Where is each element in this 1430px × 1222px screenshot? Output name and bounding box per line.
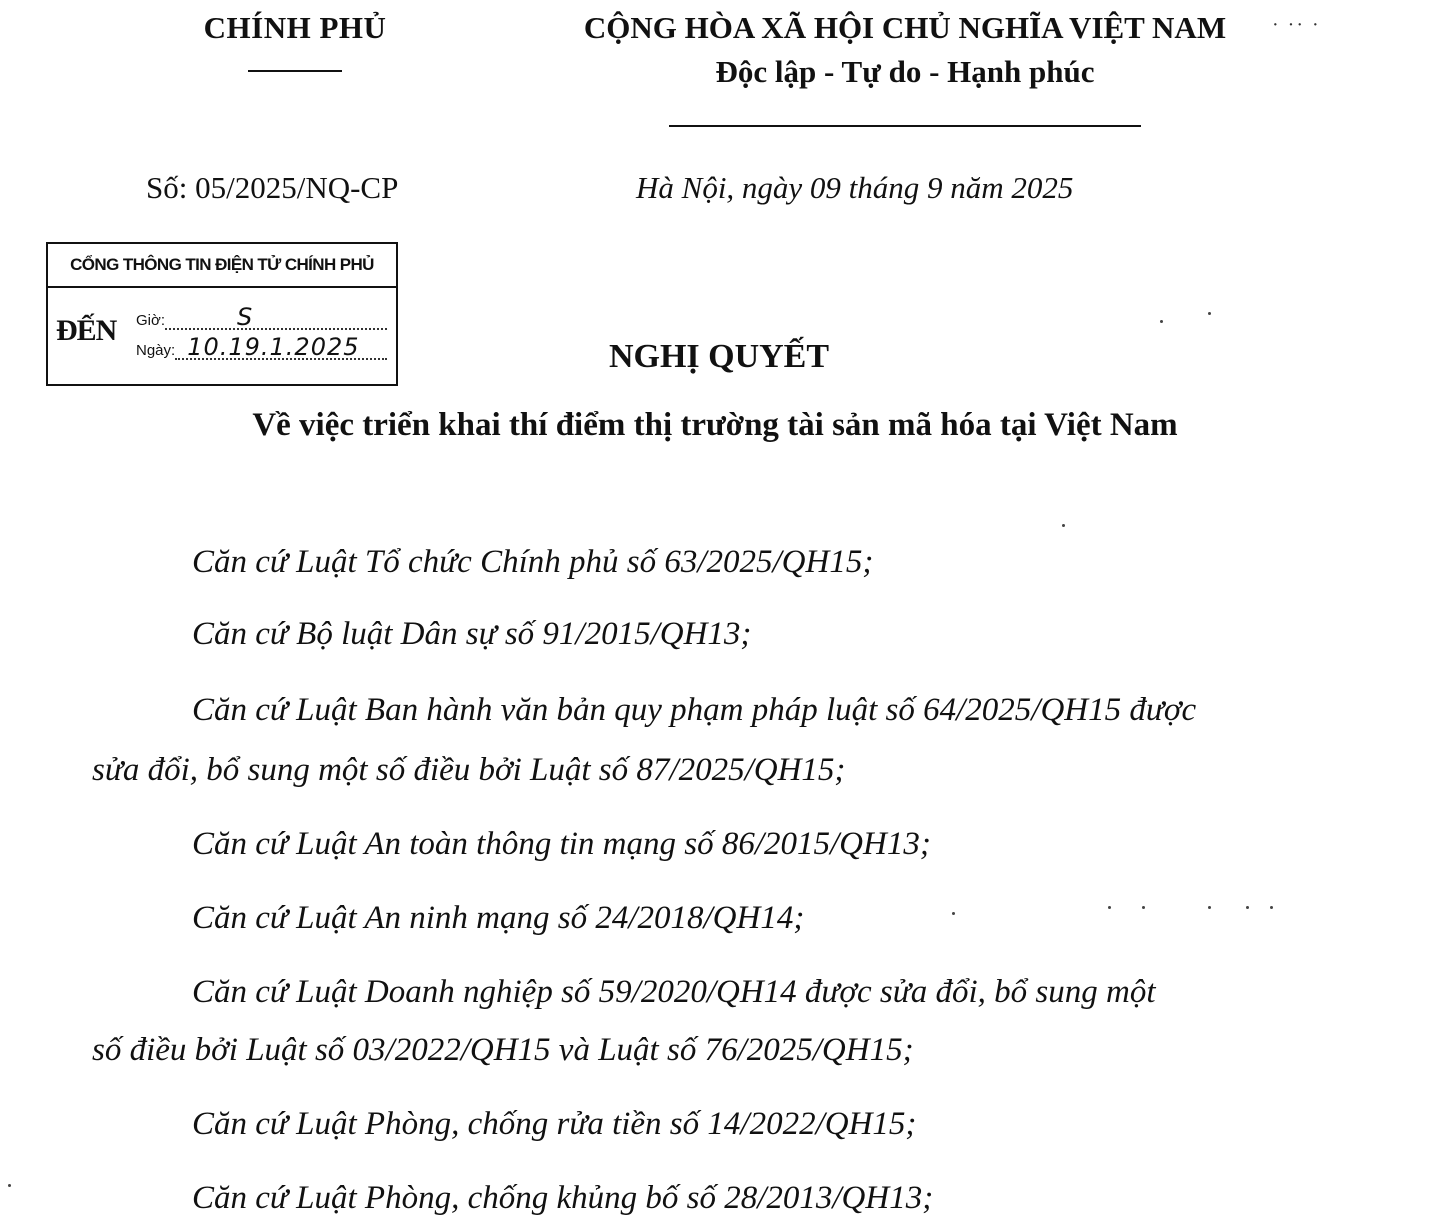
scan-speck (1108, 906, 1111, 909)
document-number: Số: 05/2025/NQ-CP (146, 170, 399, 205)
scan-speck (1160, 320, 1163, 323)
document-subtitle: Về việc triển khai thí điểm thị trường tài sản mã hóa tại Việt Nam (252, 407, 1178, 443)
scan-speck (8, 1184, 11, 1187)
scan-speck (1142, 906, 1145, 909)
scan-speck (1246, 906, 1249, 909)
issuing-agency: CHÍNH PHỦ (203, 10, 387, 45)
legal-basis-7: Căn cứ Luật Phòng, chống rửa tiền số 14/2022/QH15; (192, 1106, 917, 1142)
legal-basis-6-continued: số điều bởi Luật số 03/2022/QH15 và Luật số 76/2025/QH15; (92, 1032, 914, 1068)
legal-basis-2: Căn cứ Bộ luật Dân sự số 91/2015/QH13; (192, 616, 752, 652)
stamp-received-label: ĐẾN (56, 314, 117, 347)
document-title: NGHỊ QUYẾT (608, 338, 830, 375)
scan-speck (952, 912, 955, 915)
national-motto: Độc lập - Tự do - Hạnh phúc (715, 54, 1095, 89)
legal-basis-4: Căn cứ Luật An toàn thông tin mạng số 86/2015/QH13; (192, 826, 931, 862)
legal-basis-3-continued: sửa đổi, bổ sung một số điều bởi Luật số 87/2025/QH15; (92, 752, 846, 788)
scan-speck (1208, 906, 1211, 909)
stamp-date-value: 10.19.1.2025 (175, 336, 387, 360)
scan-speck (1062, 524, 1065, 527)
legal-basis-6: Căn cứ Luật Doanh nghiệp số 59/2020/QH14 được sửa đổi, bổ sung một (192, 974, 1156, 1010)
issuer-underline (248, 70, 342, 72)
scan-speck (1270, 906, 1273, 909)
motto-underline (669, 125, 1141, 127)
country-name: CỘNG HÒA XÃ HỘI CHỦ NGHĨA VIỆT NAM (583, 10, 1227, 45)
legal-basis-3: Căn cứ Luật Ban hành văn bản quy phạm pháp luật số 64/2025/QH15 được (192, 692, 1197, 728)
stamp-time-value: S (165, 306, 387, 330)
stamp-time-row (136, 303, 387, 331)
stamp-header: CỔNG THÔNG TIN ĐIỆN TỬ CHÍNH PHỦ (48, 244, 396, 288)
scan-artifact: · ·· · (1272, 14, 1321, 36)
legal-basis-8: Căn cứ Luật Phòng, chống khủng bố số 28/2013/QH13; (192, 1180, 934, 1216)
legal-basis-5: Căn cứ Luật An ninh mạng số 24/2018/QH14; (192, 900, 805, 936)
legal-basis-1: Căn cứ Luật Tổ chức Chính phủ số 63/2025/QH15; (192, 544, 874, 580)
scan-speck (1208, 312, 1211, 315)
stamp-date-label: Ngày: (136, 342, 176, 359)
stamp-time-label: Giờ: (136, 312, 166, 329)
place-and-date: Hà Nội, ngày 09 tháng 9 năm 2025 (636, 170, 1074, 205)
